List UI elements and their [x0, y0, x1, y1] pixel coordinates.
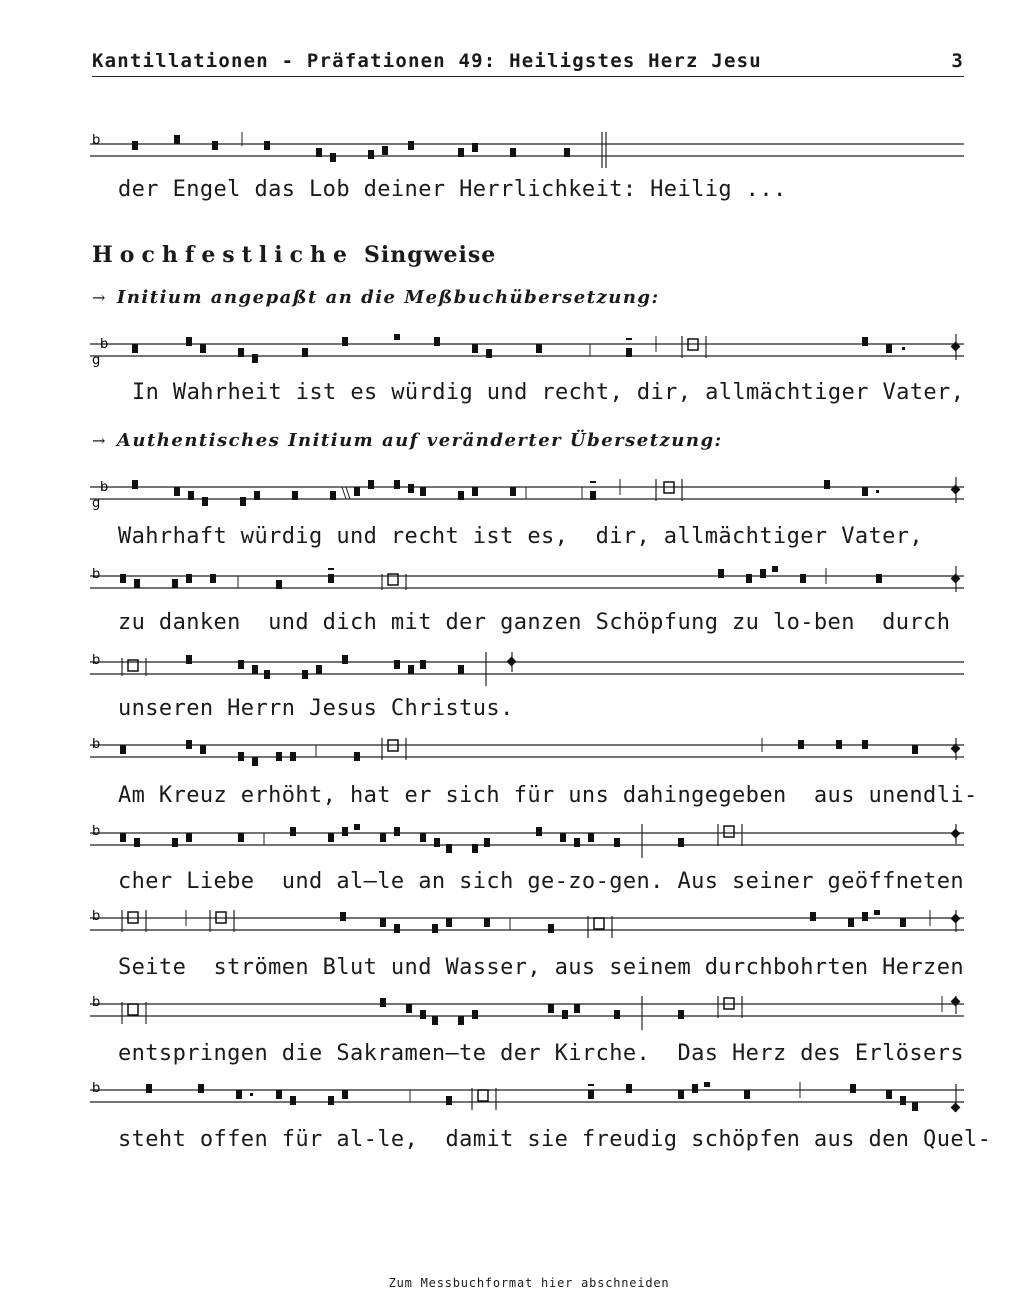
music-staff — [90, 334, 964, 374]
music-staff — [90, 824, 964, 864]
section-title-spaced: Hochfestliche — [92, 242, 354, 268]
music-staff — [90, 652, 964, 692]
flat-clef: b — [92, 910, 101, 924]
flat-clef: b — [92, 133, 101, 148]
lyric-line: entspringen die Sakramen—te der Kirche. Das Herz des Erlösers — [118, 1041, 964, 1066]
g-clef: g — [92, 496, 101, 511]
page-number: 3 — [951, 50, 964, 72]
flat-clef: b — [100, 337, 109, 352]
lyric-line: In Wahrheit ist es würdig und recht, dir, allmächtiger Vater, — [132, 380, 965, 405]
lyric-line: der Engel das Lob deiner Herrlichkeit: Heilig ... — [118, 177, 787, 202]
lyric-line: Seite strömen Blut und Wasser, aus seinem durchbohrten Herzen — [118, 955, 964, 980]
flat-clef: b — [100, 480, 109, 495]
lyric-line: unseren Herrn Jesus Christus. — [118, 696, 514, 721]
music-staff — [90, 477, 964, 517]
section-title-rest: Singweise — [363, 242, 497, 268]
music-staff — [90, 1082, 964, 1122]
header-title: Kantillationen - Präfationen 49: Heiligstes Herz Jesu — [92, 50, 762, 72]
flat-clef: b — [92, 996, 101, 1010]
arrow-icon: → — [92, 288, 107, 307]
flat-clef: b — [92, 653, 101, 668]
initium-note-text: Authentisches Initium auf veränderter Übersetzung: — [116, 430, 723, 451]
lyric-line: steht offen für al-le, damit sie freudig schöpfen aus den Quel- — [118, 1127, 992, 1152]
flat-clef: b — [92, 1082, 101, 1096]
page-header — [92, 48, 964, 77]
flat-clef: b — [92, 738, 101, 752]
initium-note — [92, 287, 660, 308]
arrow-icon: → — [92, 431, 107, 450]
lyric-line: Am Kreuz erhöht, hat er sich für uns dahingegeben aus unendli- — [118, 783, 978, 808]
music-staff — [90, 738, 964, 778]
cut-line-note: Zum Messbuchformat hier abschneiden — [388, 1276, 670, 1290]
flat-clef: b — [92, 567, 101, 582]
lyric-line: cher Liebe und al—le an sich ge-zo-gen. Aus seiner geöffneten — [118, 869, 964, 894]
flat-clef: b — [92, 824, 101, 839]
music-staff — [90, 996, 964, 1036]
music-staff — [90, 132, 964, 172]
lyric-line: zu danken und dich mit der ganzen Schöpfung zu lo-ben durch — [118, 610, 951, 635]
initium-note-text: Initium angepaßt an die Meßbuchübersetzung: — [116, 287, 660, 308]
lyric-line: Wahrhaft würdig und recht ist es, dir, allmächtiger Vater, — [118, 524, 924, 549]
section-title — [92, 242, 496, 268]
music-staff — [90, 566, 964, 606]
g-clef: g — [92, 353, 101, 368]
music-staff — [90, 910, 964, 950]
initium-note — [92, 430, 723, 451]
